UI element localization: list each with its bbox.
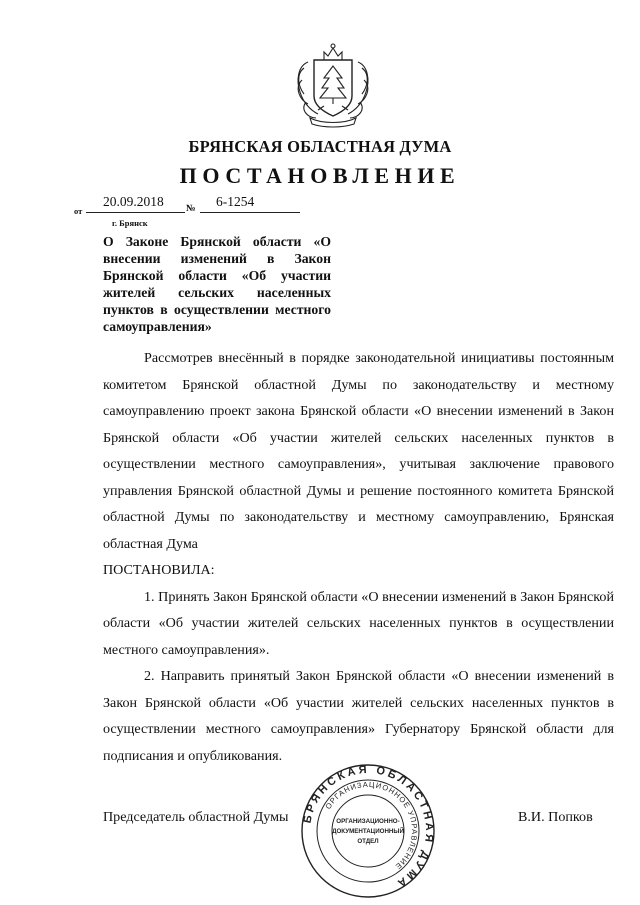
resolution-item-1: 1. Принять Закон Брянской области «О внесении изменений в Закон Брянской области «Об участии жителей сельских населенных пунктов в осуществлении местного самоуправления». [103,588,614,658]
number-label: № [186,204,196,214]
stamp-center-line-2: ДОКУМЕНТАЦИОННЫЙ [332,828,404,835]
stamp-center-line-3: ОТДЕЛ [357,838,379,845]
stamp-outer-text: БРЯНСКАЯ ОБЛАСТНАЯ ДУМА [301,763,436,891]
document-subject: О Законе Брянской области «О внесении изменений в Закон Брянской области «Об участии жителей сельских населенных пунктов в осуществлении местного самоуправления» [103,234,331,334]
organization-name: БРЯНСКАЯ ОБЛАСТНАЯ ДУМА [188,137,452,156]
number-underline [200,212,300,213]
stamp-center-line-1: ОРГАНИЗАЦИОННО- [336,818,400,825]
official-stamp [300,763,436,899]
signatory-role: Председатель областной Думы [103,809,289,825]
resolved-heading: ПОСТАНОВИЛА: [103,562,215,578]
signatory-name: В.И. Попков [518,809,593,825]
preamble-paragraph: Рассмотрев внесённый в порядке законодательной инициативы постоянным комитетом Брянской областной Думы по законодательству и местному самоуправлению проект закона Брянской области «О внесении изменений в Закон Брянской области «Об участии жителей сельских населенных пунктов в осуществлении местного самоуправления», учитывая заключение правового управления Брянской областной Думы и решение постоянного комитета Брянской областной Думы по законодательству и местному самоуправлению, Брянская областная Дума [103,350,614,552]
stamp-inner-text: ОРГАНИЗАЦИОННОЕ УПРАВЛЕНИЕ [323,779,420,872]
city-label: г. Брянск [112,218,148,228]
date-label: от [74,206,83,216]
document-body [103,345,614,769]
document-type-title: ПОСТАНОВЛЕНИЕ [179,163,461,188]
document-date: 20.09.2018 [103,194,164,209]
svg-text:ОРГАНИЗАЦИОННОЕ УПРАВЛЕНИЕ [323,780,419,872]
date-underline [86,212,185,213]
document-number: 6-1254 [216,194,255,209]
coat-of-arms-emblem [294,40,372,128]
resolution-item-2: 2. Направить принятый Закон Брянской области «О внесении изменений в Закон Брянской области «Об участии жителей сельских населенных пунктов в осуществлении местного самоуправления» Губернатору Брянской области для подписания и опубликования. [103,668,614,764]
